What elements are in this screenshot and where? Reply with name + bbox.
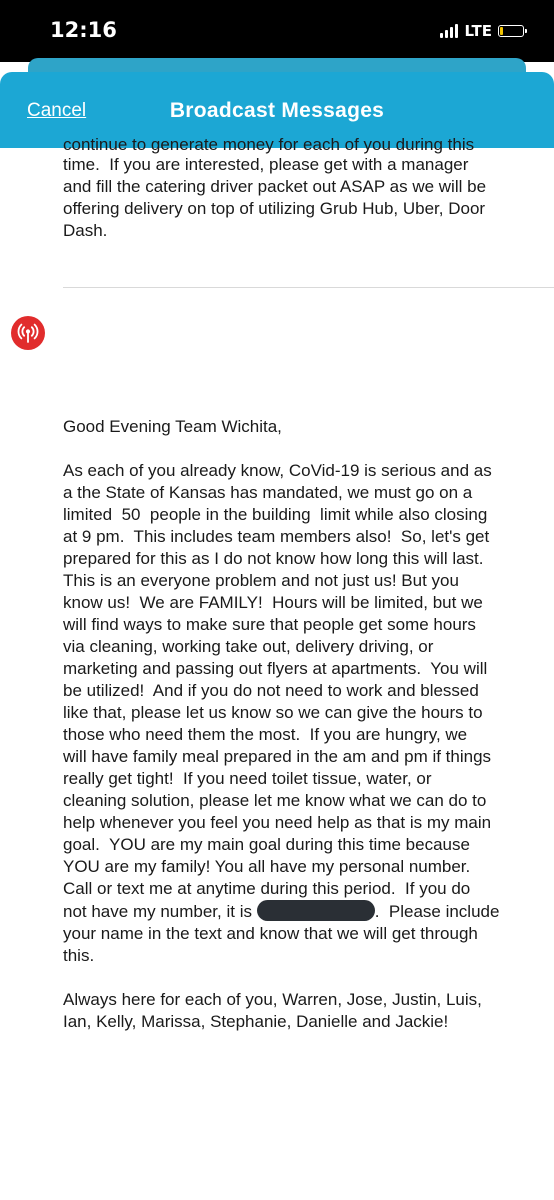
- cellular-signal-icon: [440, 24, 458, 38]
- bottom-safe-area: [0, 1160, 554, 1200]
- message-body: [63, 460, 545, 967]
- battery-icon: [498, 25, 524, 37]
- message-cut-line: [63, 134, 543, 156]
- redacted-phone-number: [257, 900, 375, 921]
- status-indicators: [440, 20, 524, 42]
- broadcast-antenna-glyph: [16, 321, 40, 345]
- page-title: Broadcast Messages: [169, 99, 385, 122]
- message-signoff: Always here for each of you, Warren, Jose, Justin, Luis, Ian, Kelly, Marissa, Stephanie, Danielle and Jackie!: [63, 990, 482, 1031]
- broadcast-antenna-icon: [11, 316, 45, 350]
- status-time: 12:16: [50, 18, 117, 42]
- message-body-part-2: . Please include your name in the text and know that we will get through this.: [63, 902, 500, 965]
- network-type: LTE: [464, 22, 492, 40]
- message-text: time. If you are interested, please get with a manager and fill the catering driver packet out ASAP as we will be offering delivery on top of utilizing Grub Hub, Uber, Door Dash.: [63, 155, 487, 240]
- message-list[interactable]: [0, 135, 554, 1200]
- message-item: [63, 154, 543, 242]
- message-greeting: Good Evening Team Wichita,: [63, 417, 282, 436]
- battery-level: [500, 27, 503, 35]
- message-body-part-1: As each of you already know, CoVid-19 is serious and as a the State of Kansas has mandated, we must go on a limited 50 people in the building limit while also closing at 9 pm. This includes team members also! So, let's get prepared for this as I do not know how long this will last. This is an everyone problem and not just us! But you know us! We are FAMILY! Hours will be limited, but we will find ways to make sure that people get some hours via cleaning, working take out, delivery driving, or marketing and passing out flyers at apartments. You will be utilized! And if you do not need to work and blessed like that, please let us know so we can give the hours to those who need them the most. If you are hungry, we will have family meal prepared in the am and pm if things really get tight! If you need toilet tissue, water, or cleaning solution, please let me know what we can do to help whenever you feel you need help as that is my main goal. YOU are my main goal during this time because YOU are my family! You all have my personal number. Call or text me at anytime during this period. If you do not have my number, it is: [63, 461, 492, 921]
- status-bar: [0, 0, 554, 62]
- message-item: [63, 416, 545, 1033]
- message-divider: [63, 287, 554, 288]
- message-text-cut: continue to generate money for each of you during this: [63, 135, 475, 154]
- cancel-button[interactable]: Cancel: [27, 100, 87, 121]
